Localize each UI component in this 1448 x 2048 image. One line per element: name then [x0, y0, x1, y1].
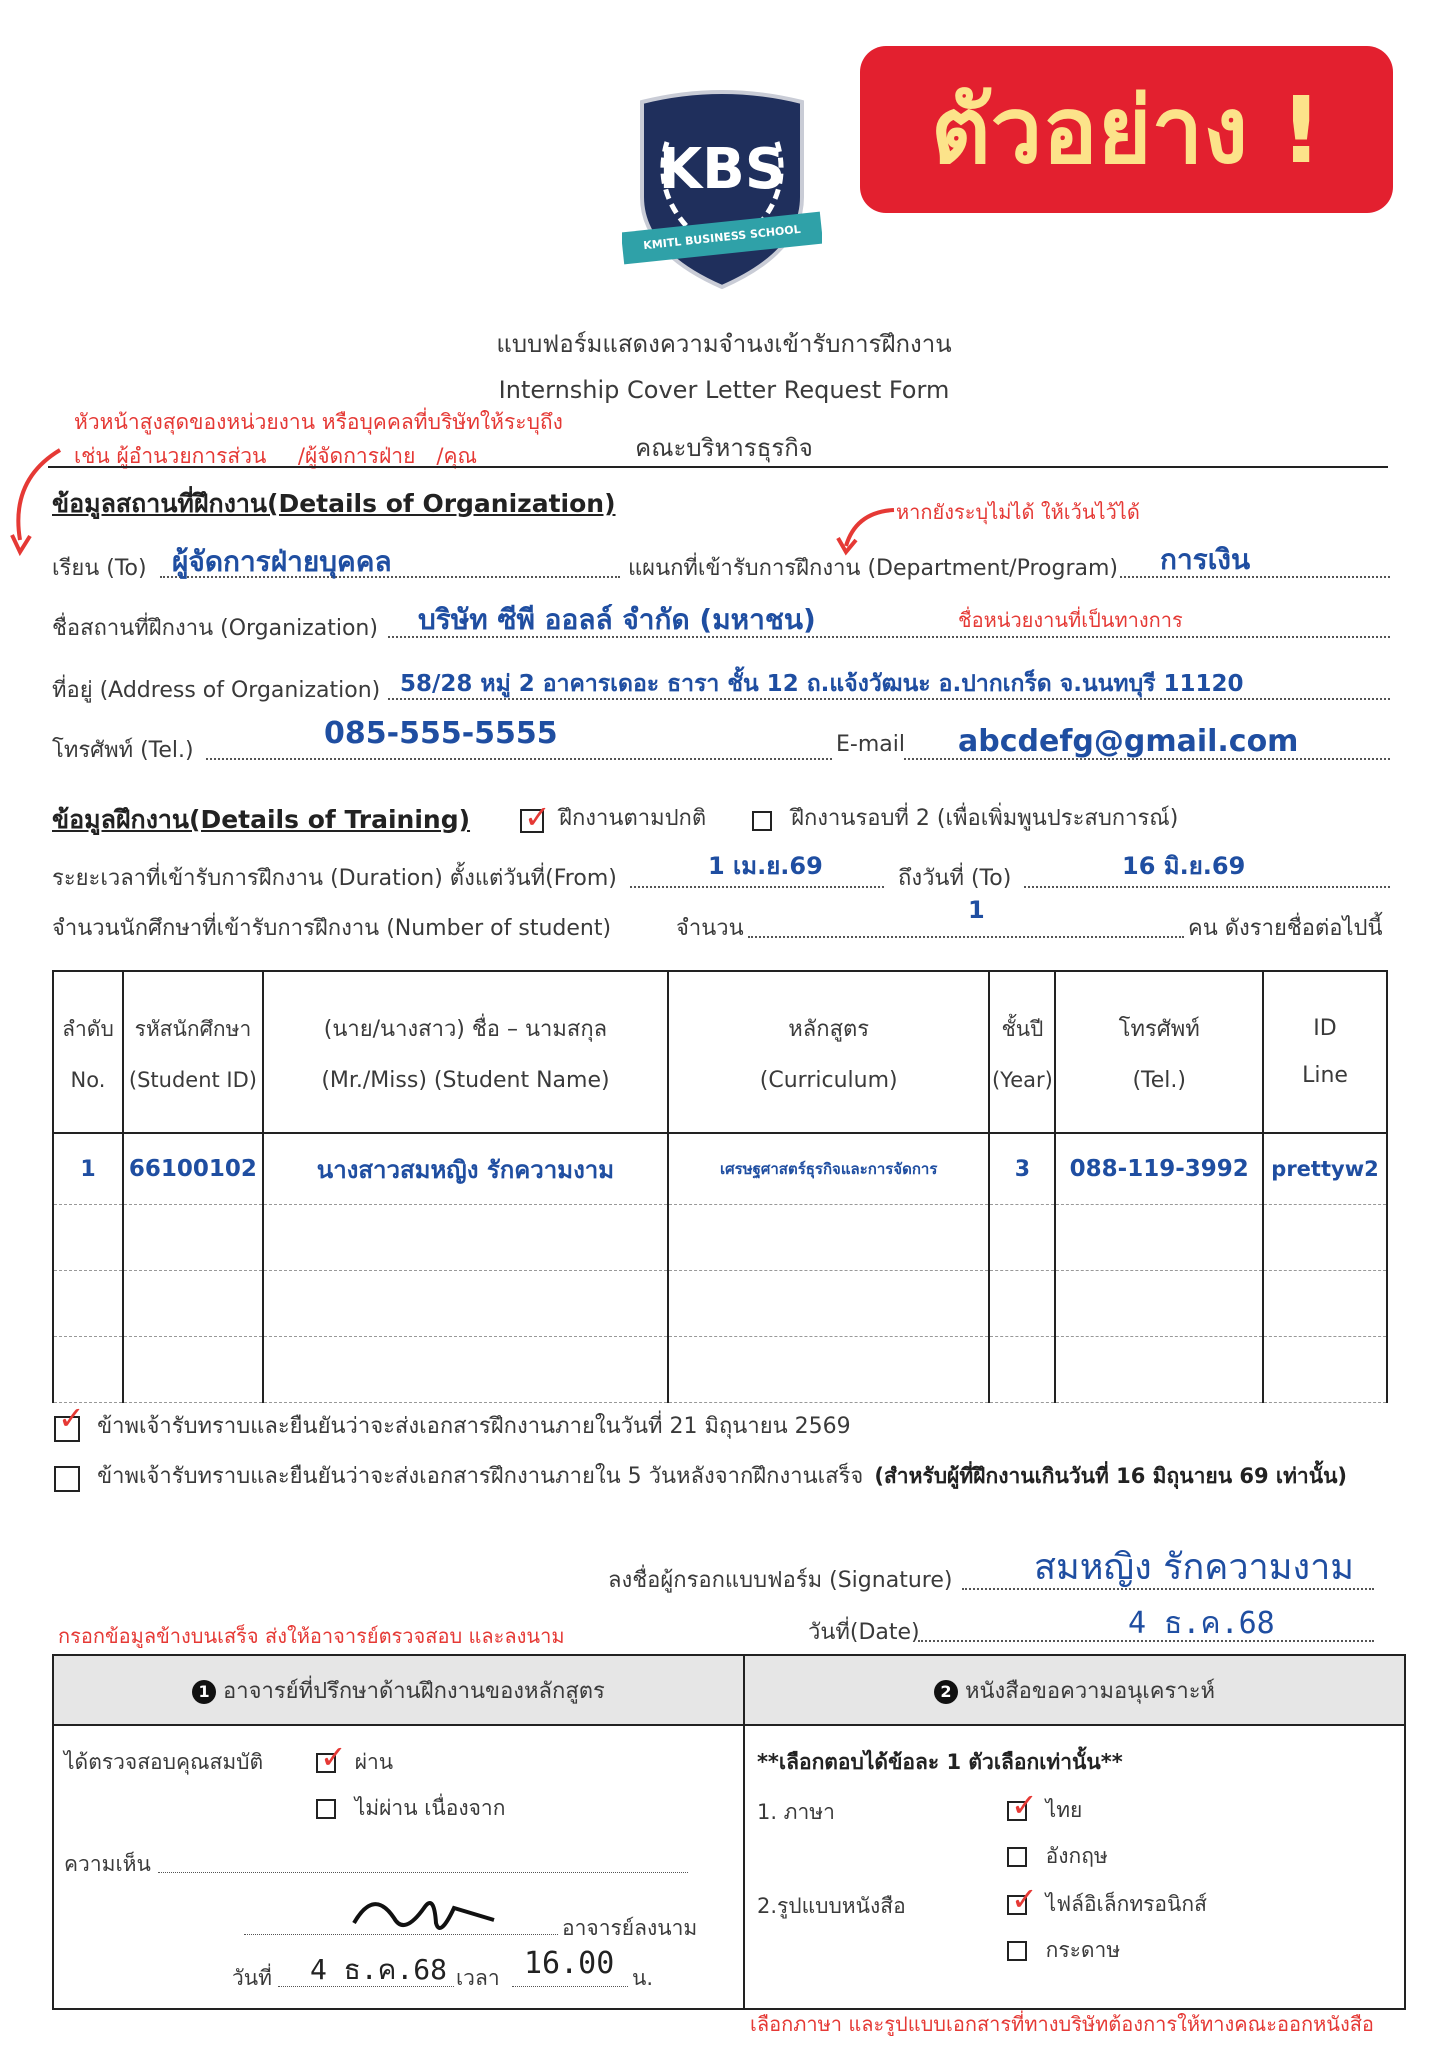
fail-checkbox[interactable]	[316, 1799, 336, 1819]
org-value[interactable]: บริษัท ซีพี ออลล์ จำกัด (มหาชน)	[418, 603, 816, 636]
cell-tel[interactable]: 088-119-3992	[1055, 1133, 1263, 1205]
pass-label: ผ่าน	[354, 1750, 394, 1774]
confirm-2-bold: (สำหรับผู้ที่ฝึกงานเกินวันที่ 16 มิถุนายน 69 เท่านั้น)	[874, 1464, 1348, 1488]
checkbox-normal[interactable]	[520, 797, 551, 836]
confirm-2-label: ข้าพเจ้ารับทราบและยืนยันว่าจะส่งเอกสารฝึกงานภายใน 5 วันหลังจากฝึกงานเสร็จ	[97, 1464, 864, 1489]
cell-no[interactable]: 1	[53, 1133, 123, 1205]
logo-banner: KMITL BUSINESS SCHOOL	[642, 222, 802, 253]
logo-initials: KBS	[658, 137, 786, 202]
approval-left-header	[53, 1655, 744, 1725]
org-section-heading: ข้อมูลสถานที่ฝึกงาน(Details of Organization)	[52, 489, 616, 518]
count-suffix: คน ดังรายชื่อต่อไปนี้	[1188, 916, 1383, 941]
count-word: จำนวน	[676, 916, 744, 941]
letter-panel	[744, 1725, 1405, 2009]
empty-cell[interactable]	[1055, 1337, 1263, 1403]
to-date-line	[1024, 886, 1390, 888]
th-year-th: ชั้นปี	[1001, 1016, 1044, 1041]
lang-en-label: อังกฤษ	[1045, 1844, 1108, 1868]
empty-cell[interactable]	[53, 1337, 123, 1403]
table-row	[53, 1271, 1387, 1337]
cell-line[interactable]: prettyw2	[1263, 1133, 1387, 1205]
table-row	[53, 1205, 1387, 1271]
empty-cell[interactable]	[989, 1205, 1055, 1271]
pass-checkbox[interactable]	[316, 1738, 347, 1776]
note-top-line2: เช่น ผู้อำนวยการส่วน___/ผู้จัดการฝ่าย__/คุณ___	[74, 444, 509, 468]
th-curriculum-th: หลักสูตร	[788, 1017, 870, 1042]
approval-left-title: อาจารย์ที่ปรึกษาด้านฝึกงานของหลักสูตร	[223, 1678, 605, 1704]
note-org-hint: ชื่อหน่วยงานที่เป็นทางการ	[958, 608, 1183, 632]
empty-cell[interactable]	[1055, 1271, 1263, 1337]
students-table	[52, 970, 1388, 1403]
th-name	[263, 971, 668, 1133]
th-tel	[1055, 971, 1263, 1133]
note-dept-hint: หากยังระบุไม่ได้ ให้เว้นไว้ได้	[896, 500, 1140, 524]
empty-cell[interactable]	[1263, 1337, 1387, 1403]
empty-cell[interactable]	[123, 1205, 263, 1271]
table-header-row	[53, 971, 1387, 1133]
format-paper-checkbox[interactable]	[1007, 1941, 1027, 1961]
th-id-th: รหัสนักศึกษา	[134, 1016, 252, 1041]
th-line	[1263, 971, 1387, 1133]
empty-cell[interactable]	[989, 1337, 1055, 1403]
empty-cell[interactable]	[123, 1271, 263, 1337]
checkmark-icon: ✓	[320, 1738, 347, 1776]
cell-curriculum[interactable]: เศรษฐศาสตร์ธุรกิจและการจัดการ	[668, 1133, 989, 1205]
curved-arrow-small-icon	[836, 504, 900, 556]
th-tel-en: (Tel.)	[1132, 1068, 1186, 1093]
empty-cell[interactable]	[263, 1271, 668, 1337]
duration-label: ระยะเวลาที่เข้ารับการฝึกงาน (Duration) ตั้งแต่วันที่(From)	[52, 866, 617, 891]
advisor-sign-line	[244, 1934, 558, 1935]
tel-label: โทรศัพท์ (Tel.)	[52, 738, 194, 763]
form-title-en: Internship Cover Letter Request Form	[498, 376, 950, 404]
training-section-heading: ข้อมูลฝึกงาน(Details of Training)	[52, 805, 471, 834]
empty-cell[interactable]	[53, 1271, 123, 1337]
empty-cell[interactable]	[263, 1205, 668, 1271]
cell-name[interactable]: นางสาวสมหญิง รักความงาม	[263, 1133, 668, 1205]
email-label: E-mail	[836, 732, 905, 757]
note-bottom: เลือกภาษา และรูปแบบเอกสารที่ทางบริษัทต้องการให้ทางคณะออกหนังสือ	[750, 2012, 1374, 2036]
lang-label: 1. ภาษา	[756, 1800, 835, 1824]
th-no-th: ลำดับ	[62, 1016, 114, 1041]
th-line-th: ID	[1313, 1016, 1337, 1041]
advisor-time-word: เวลา	[456, 1966, 500, 1990]
pass-option[interactable]	[316, 1738, 394, 1779]
checkmark-icon: ✓	[1010, 1880, 1038, 1918]
dept-value[interactable]: การเงิน	[1160, 543, 1251, 576]
advisor-sign-label: อาจารย์ลงนาม	[562, 1916, 698, 1940]
kbs-logo	[622, 82, 822, 292]
table-row	[53, 1133, 1387, 1205]
to-label: เรียน (To)	[52, 556, 147, 581]
qualify-label: ได้ตรวจสอบคุณสมบัติ	[64, 1750, 264, 1774]
approval-right-title: หนังสือขอความอนุเคราะห์	[964, 1678, 1216, 1704]
lang-th-label: ไทย	[1045, 1798, 1083, 1822]
email-value[interactable]: abcdefg@gmail.com	[958, 724, 1299, 759]
header-divider	[48, 466, 1388, 468]
count-value[interactable]: 1	[968, 896, 985, 924]
empty-cell[interactable]	[1055, 1205, 1263, 1271]
addr-value[interactable]: 58/28 หมู่ 2 อาคารเดอะ ธารา ชั้น 12 ถ.แจ้งวัฒนะ อ.ปากเกร็ด จ.นนทบุรี 11120	[400, 671, 1244, 697]
confirm-1-checkbox[interactable]	[54, 1398, 85, 1442]
number-2-icon: 2	[934, 1680, 958, 1704]
th-year-en: (Year)	[991, 1067, 1053, 1092]
advisor-time-unit: น.	[632, 1966, 654, 1990]
advisor-signature-scribble	[344, 1878, 504, 1948]
empty-cell[interactable]	[668, 1205, 989, 1271]
empty-cell[interactable]	[123, 1337, 263, 1403]
confirm-2-checkbox[interactable]	[54, 1466, 80, 1492]
comment-line	[158, 1872, 688, 1873]
to-date-value[interactable]: 16 มิ.ย.69	[1122, 852, 1246, 880]
approval-header-row	[53, 1655, 1405, 1725]
to-value[interactable]: ผู้จัดการฝ่ายบุคคล	[172, 545, 392, 578]
signature-date-value[interactable]: 4 ธ.ค.68	[1128, 1606, 1275, 1641]
confirm-2[interactable]	[54, 1458, 1347, 1493]
lang-th-checkbox[interactable]	[1007, 1786, 1038, 1824]
approval-right-header	[744, 1655, 1405, 1725]
th-curriculum	[668, 971, 989, 1133]
addr-label: ที่อยู่ (Address of Organization)	[52, 678, 381, 703]
format-e-checkbox[interactable]	[1007, 1880, 1038, 1918]
form-title-th: แบบฟอร์มแสดงความจำนงเข้ารับการฝึกงาน	[496, 330, 952, 358]
lang-en-option[interactable]	[1007, 1840, 1108, 1873]
opt-second-label: ฝึกงานรอบที่ 2 (เพื่อเพิ่มพูนประสบการณ์)	[791, 806, 1179, 831]
number-1-icon: 1	[192, 1680, 216, 1704]
opt-second[interactable]	[752, 800, 1178, 835]
fail-label: ไม่ผ่าน เนื่องจาก	[354, 1796, 506, 1820]
checkmark-icon: ✓	[58, 1398, 85, 1437]
checkbox-second[interactable]	[752, 811, 772, 831]
signature-date-label: วันที่(Date)	[808, 1620, 920, 1645]
sample-badge	[860, 46, 1393, 213]
th-tel-th: โทรศัพท์	[1118, 1017, 1200, 1042]
th-year	[989, 971, 1055, 1133]
advisor-date-value[interactable]: 4 ธ.ค.68	[310, 1953, 447, 1986]
faculty-name: คณะบริหารธุรกิจ	[635, 434, 813, 462]
confirm-1[interactable]	[54, 1398, 851, 1443]
format-e-option[interactable]	[1007, 1880, 1207, 1921]
cell-id[interactable]: 66100102	[123, 1133, 263, 1205]
format-paper-option[interactable]	[1007, 1934, 1120, 1967]
empty-cell[interactable]	[1263, 1271, 1387, 1337]
format-paper-label: กระดาษ	[1045, 1938, 1121, 1962]
count-label: จำนวนนักศึกษาที่เข้ารับการฝึกงาน (Number of student)	[52, 916, 612, 941]
th-no-en: No.	[70, 1067, 106, 1092]
advisor-date-word: วันที่	[232, 1966, 272, 1990]
letter-note: **เลือกตอบได้ข้อละ 1 ตัวเลือกเท่านั้น**	[756, 1750, 1123, 1774]
th-name-th: (นาย/นางสาว) ชื่อ – นามสกุล	[323, 1017, 608, 1042]
th-id-en: (Student ID)	[128, 1067, 257, 1092]
count-line	[748, 936, 1184, 938]
note-after-sign: กรอกข้อมูลข้างบนเสร็จ ส่งให้อาจารย์ตรวจสอบ และลงนาม	[58, 1624, 565, 1648]
format-label: 2.รูปแบบหนังสือ	[756, 1894, 906, 1918]
advisor-time-line	[512, 1986, 628, 1987]
approval-body-row	[53, 1725, 1405, 2009]
dept-label: แผนกที่เข้ารับการฝึกงาน (Department/Program)	[628, 556, 1118, 581]
cell-year[interactable]: 3	[989, 1133, 1055, 1205]
tel-value[interactable]: 085-555-5555	[324, 716, 558, 751]
signature-label: ลงชื่อผู้กรอกแบบฟอร์ม (Signature)	[608, 1568, 953, 1593]
signature-value[interactable]: สมหญิง รักความงาม	[1034, 1547, 1355, 1588]
note-top-line1: หัวหน้าสูงสุดของหน่วยงาน หรือบุคคลที่บริษัทให้ระบุถึง	[74, 410, 563, 434]
confirm-1-label: ข้าพเจ้ารับทราบและยืนยันว่าจะส่งเอกสารฝึกงานภายในวันที่ 21 มิถุนายน 2569	[97, 1414, 851, 1439]
empty-cell[interactable]	[263, 1337, 668, 1403]
from-line	[630, 886, 884, 888]
org-label: ชื่อสถานที่ฝึกงาน (Organization)	[52, 616, 378, 641]
comment-label: ความเห็น	[64, 1852, 151, 1876]
approval-table	[52, 1654, 1406, 2010]
empty-cell[interactable]	[1263, 1205, 1387, 1271]
th-id	[123, 971, 263, 1133]
th-line-en: Line	[1302, 1063, 1348, 1088]
to-date-label: ถึงวันที่ (To)	[898, 866, 1012, 891]
from-value[interactable]: 1 เม.ย.69	[708, 852, 823, 880]
tel-line	[206, 758, 832, 760]
lang-th-option[interactable]	[1007, 1786, 1083, 1827]
table-row	[53, 1337, 1387, 1403]
advisor-time-value[interactable]: 16.00	[524, 1946, 615, 1981]
advisor-panel	[53, 1725, 744, 2009]
empty-cell[interactable]	[53, 1205, 123, 1271]
opt-normal[interactable]	[520, 797, 707, 836]
checkmark-icon: ✓	[1010, 1786, 1038, 1824]
th-no	[53, 971, 123, 1133]
lang-en-checkbox[interactable]	[1007, 1847, 1027, 1867]
checkmark-icon: ✓	[524, 797, 551, 836]
empty-cell[interactable]	[668, 1337, 989, 1403]
format-e-label: ไฟล์อิเล็กทรอนิกส์	[1045, 1892, 1207, 1916]
empty-cell[interactable]	[668, 1271, 989, 1337]
fail-option[interactable]	[316, 1792, 505, 1825]
th-name-en: (Mr./Miss) (Student Name)	[321, 1068, 610, 1093]
sample-badge-text: ตัวอย่าง !	[930, 77, 1323, 184]
th-curriculum-en: (Curriculum)	[759, 1068, 898, 1093]
opt-normal-label: ฝึกงานตามปกติ	[559, 806, 707, 831]
empty-cell[interactable]	[989, 1271, 1055, 1337]
